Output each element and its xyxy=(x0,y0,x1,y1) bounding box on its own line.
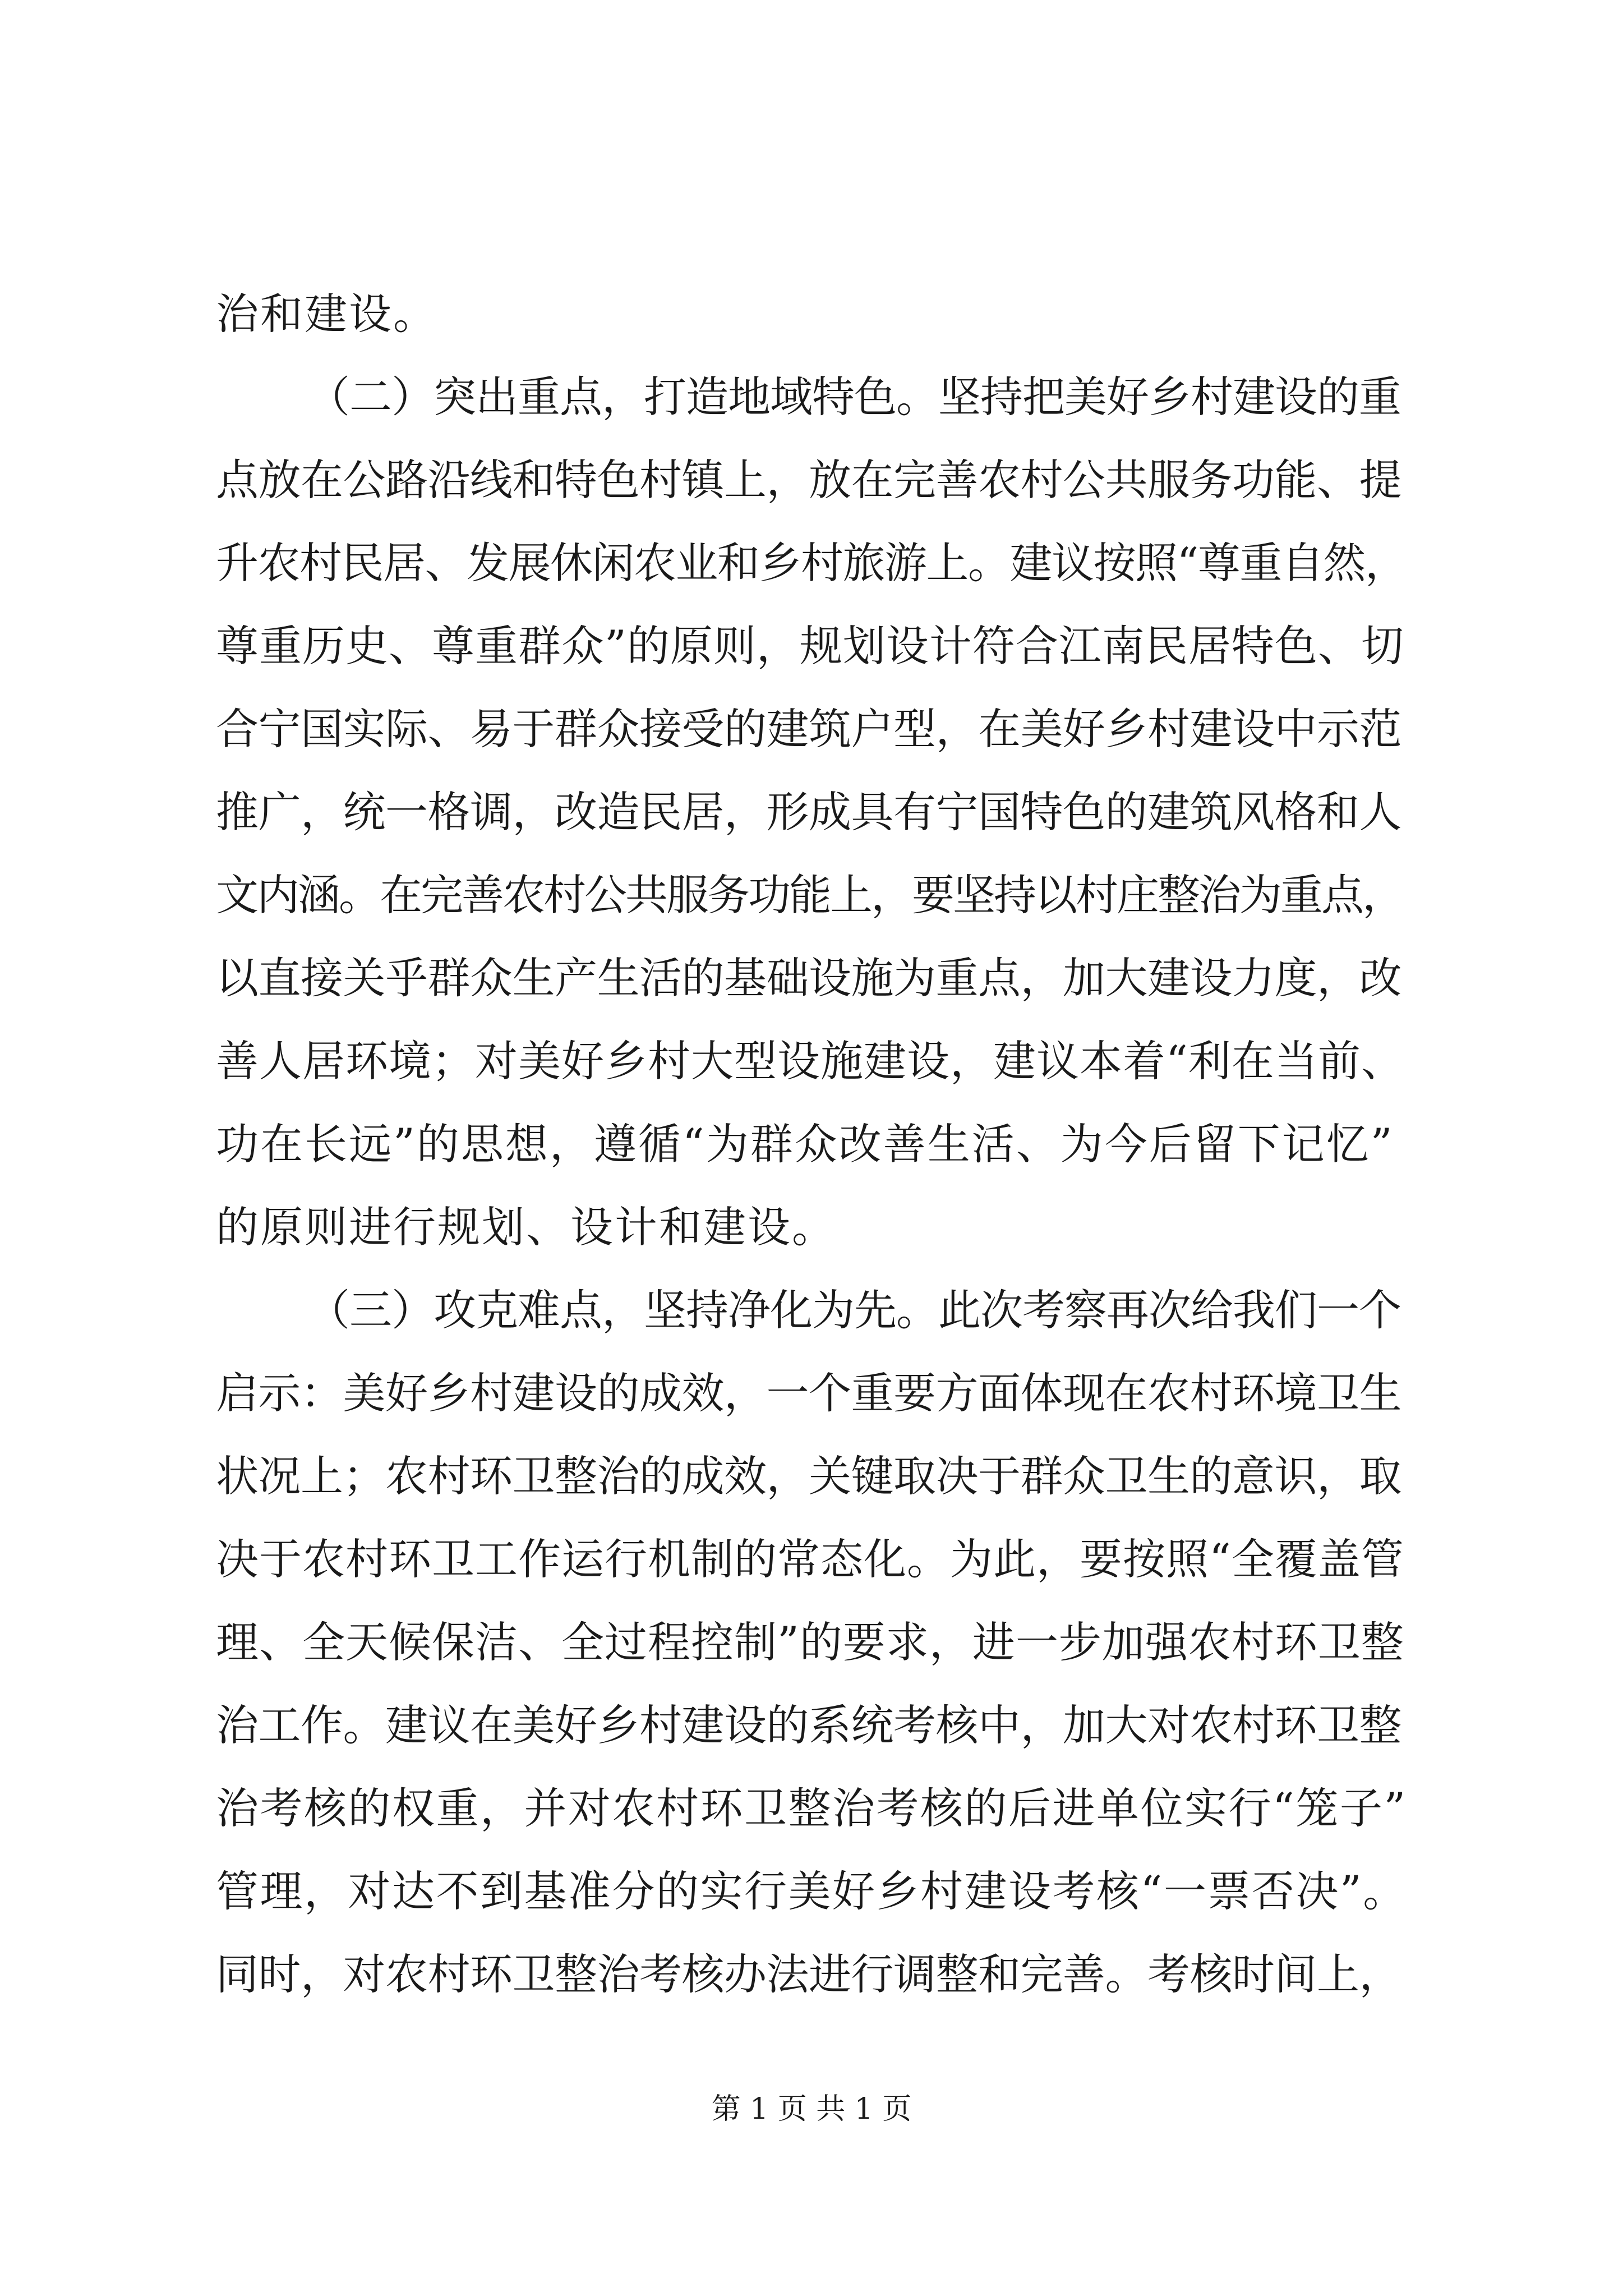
text-line-5: 尊重历史、尊重群众”的原则，规划设计符合江南民居特色、切 xyxy=(216,621,1404,671)
text-line-15: 状况上；农村环卫整治的成效，关键取决于群众卫生的意识，取 xyxy=(216,1451,1401,1501)
paragraph-2-heading-line: （二）突出重点，打造地域特色。坚持把美好乡村建设的重 xyxy=(307,372,1401,422)
text-line-12: 的原则进行规划、设计和建设。 xyxy=(216,1202,836,1252)
text-line-7: 推广，统一格调，改造民居，形成具有宁国特色的建筑风格和人 xyxy=(216,787,1401,837)
text-line-8: 文内涵。在完善农村公共服务功能上，要坚持以村庄整治为重点， xyxy=(216,870,1403,920)
text-line-21: 同时，对农村环卫整治考核办法进行调整和完善。考核时间上， xyxy=(216,1949,1401,1999)
text-line-11: 功在长远”的思想，遵循“为群众改善生活、为今后留下记忆” xyxy=(216,1119,1394,1169)
text-line-16: 决于农村环卫工作运行机制的常态化。为此，要按照“全覆盖管 xyxy=(216,1534,1404,1584)
text-line-17: 理、全天候保洁、全过程控制”的要求，进一步加强农村环卫整 xyxy=(216,1617,1404,1667)
text-line-14: 启示：美好乡村建设的成效，一个重要方面体现在农村环境卫生 xyxy=(216,1368,1401,1418)
text-line-6: 合宁国实际、易于群众接受的建筑户型，在美好乡村建设中示范 xyxy=(216,704,1401,754)
text-line-1: 治和建设。 xyxy=(216,289,437,339)
text-line-4: 升农村民居、发展休闲农业和乡村旅游上。建议按照“尊重自然， xyxy=(216,538,1407,588)
text-line-3: 点放在公路沿线和特色村镇上，放在完善农村公共服务功能、提 xyxy=(216,455,1401,505)
text-line-9: 以直接关乎群众生产生活的基础设施为重点，加大建设力度，改 xyxy=(216,953,1401,1003)
text-line-20: 管理，对达不到基准分的实行美好乡村建设考核“一票否决”。 xyxy=(216,1866,1407,1916)
page-number-footer: 第 1 页 共 1 页 xyxy=(711,2092,912,2126)
text-line-19: 治考核的权重，并对农村环卫整治考核的后进单位实行“笼子” xyxy=(216,1783,1407,1833)
text-line-10: 善人居环境；对美好乡村大型设施建设，建议本着“利在当前、 xyxy=(216,1036,1404,1086)
text-line-18: 治工作。建议在美好乡村建设的系统考核中，加大对农村环卫整 xyxy=(216,1700,1401,1750)
paragraph-3-heading-line: （三）攻克难点，坚持净化为先。此次考察再次给我们一个 xyxy=(307,1285,1401,1335)
